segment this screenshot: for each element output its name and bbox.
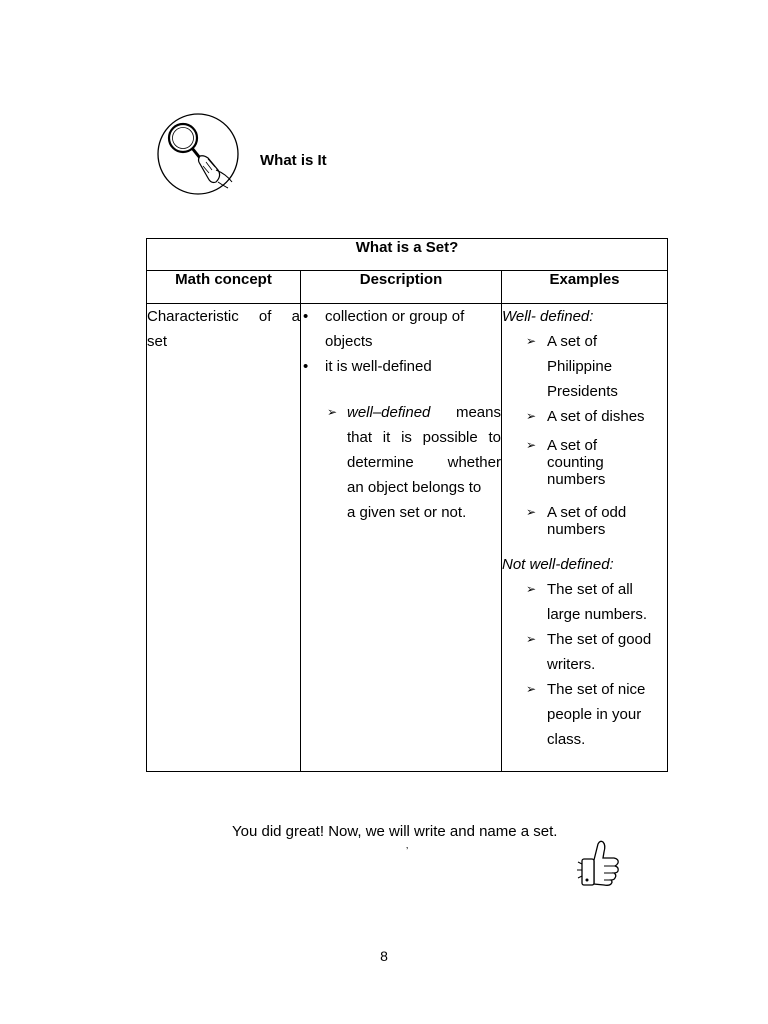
concept-word: Characteristic <box>147 308 239 325</box>
definition-text: to <box>488 429 501 446</box>
example-item <box>502 437 667 488</box>
arrow-bullet-icon: ➢ <box>526 682 537 696</box>
concept-word: a <box>291 308 300 325</box>
example-text: A set of <box>547 437 598 454</box>
column-header-examples: Examples <box>502 271 668 304</box>
definition-text: determine <box>347 454 414 471</box>
set-table <box>146 238 668 772</box>
definition-text: whether <box>447 454 501 471</box>
example-text: class. <box>547 731 586 748</box>
not-well-defined-label: Not well-defined: <box>502 556 614 573</box>
closing-message: You did great! Now, we will write and name a set. <box>232 823 558 840</box>
definition-term: well–defined <box>347 404 431 421</box>
well-defined-label: Well- defined: <box>502 308 594 325</box>
example-text: numbers <box>547 521 606 538</box>
definition-text: that <box>347 429 373 446</box>
definition-text: possible <box>422 429 478 446</box>
example-text: people in your <box>547 706 642 723</box>
example-item <box>502 404 667 429</box>
example-text: A set of <box>547 333 598 350</box>
example-text: The set of nice <box>547 681 646 698</box>
definition-text: means <box>455 404 501 421</box>
definition-text: an object belongs to <box>347 479 482 496</box>
example-item <box>502 577 667 627</box>
definition-text: is <box>401 429 412 446</box>
arrow-bullet-icon: ➢ <box>526 505 537 519</box>
example-text: A set of dishes <box>547 408 645 425</box>
definition-text: a given set or not. <box>347 504 467 521</box>
definition-text: it <box>382 429 391 446</box>
description-text: objects <box>325 333 373 350</box>
arrow-bullet-icon: ➢ <box>526 334 537 348</box>
bullet-icon: • <box>303 308 309 325</box>
example-text: Philippine <box>547 358 613 375</box>
example-item <box>502 677 667 752</box>
example-text: large numbers. <box>547 606 648 623</box>
description-text: it is well-defined <box>325 358 432 375</box>
column-header-description: Description <box>301 271 502 304</box>
example-item <box>502 504 667 538</box>
example-item <box>502 329 667 404</box>
bullet-icon: • <box>303 358 309 375</box>
arrow-bullet-icon: ➢ <box>327 405 338 419</box>
description-bullet <box>301 354 501 379</box>
arrow-bullet-icon: ➢ <box>526 632 537 646</box>
arrow-bullet-icon: ➢ <box>526 409 537 423</box>
arrow-bullet-icon: ➢ <box>526 438 537 452</box>
example-text: writers. <box>547 656 596 673</box>
example-item <box>502 627 667 677</box>
well-defined-definition <box>301 400 501 525</box>
concept-word: set <box>147 333 168 350</box>
thumbs-up-icon <box>576 838 622 888</box>
section-title: What is It <box>260 152 327 169</box>
concept-word: of <box>258 308 272 325</box>
example-text: A set of odd <box>547 504 627 521</box>
examples-cell <box>502 304 668 772</box>
table-title: What is a Set? <box>147 239 668 271</box>
description-bullet <box>301 304 501 354</box>
example-text: counting <box>547 454 604 471</box>
example-text: The set of good <box>547 631 652 648</box>
column-header-math-concept: Math concept <box>147 271 301 304</box>
example-text: The set of all <box>547 581 633 598</box>
math-concept-cell <box>147 304 301 772</box>
example-text: Presidents <box>547 383 618 400</box>
arrow-bullet-icon: ➢ <box>526 582 537 596</box>
example-text: numbers <box>547 471 606 488</box>
magnifying-glass-icon <box>156 112 240 196</box>
description-text: collection or group of <box>325 308 465 325</box>
description-cell <box>301 304 502 772</box>
stray-mark: ’ <box>406 846 409 857</box>
page-number: 8 <box>380 948 388 964</box>
